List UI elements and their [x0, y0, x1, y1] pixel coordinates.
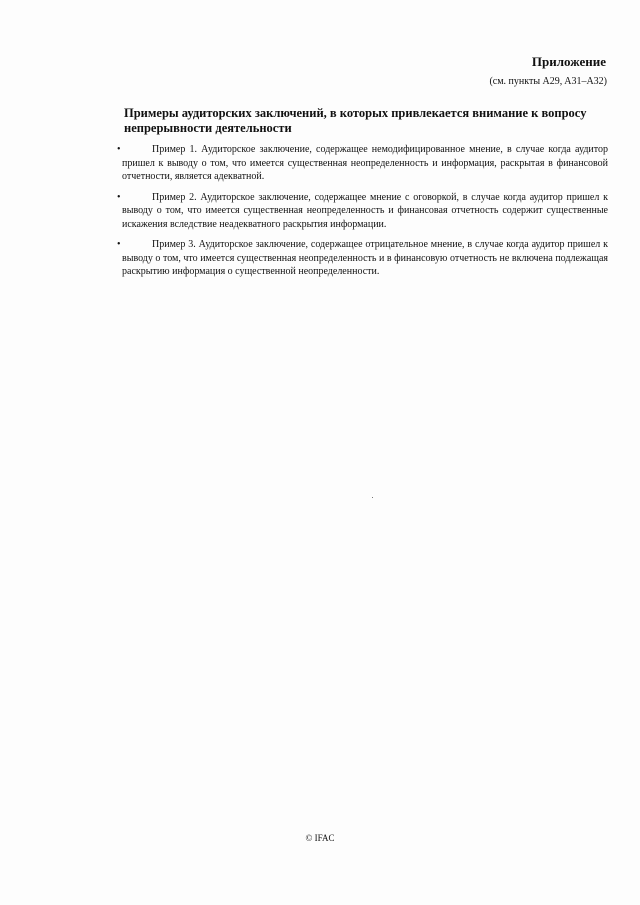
bullet-icon: • [117, 191, 121, 203]
copyright-footer: © IFAC [305, 833, 335, 843]
list-item [117, 238, 608, 279]
list-item [117, 143, 608, 184]
list-item [117, 191, 608, 232]
example-text: Пример 3. Аудиторское заключение, содержащее отрицательное мнение, в случае когда аудитор пришел к выводу о том, что имеется существенная неопределенность и в финансовую отчетность не включена подлежащая раскрытию информация о существенной неопределенности. [122, 239, 608, 277]
example-text: Пример 2. Аудиторское заключение, содержащее мнение с оговоркой, в случае когда аудитор пришел к выводу о том, что имеется существенная неопределенность и финансовая отчетность содержит существенные искажения вследствие неадекватного раскрытия информации. [122, 191, 608, 230]
scan-speck [372, 497, 373, 498]
examples-list [117, 143, 608, 286]
paragraph-reference: (см. пункты A29, A31–A32) [489, 76, 607, 87]
bullet-icon: • [117, 144, 121, 155]
section-title: Примеры аудиторских заключений, в которых привлекается внимание к вопросу непрерывности деятельности [124, 106, 587, 135]
example-text: Пример 1. Аудиторское заключение, содержащее немодифицированное мнение, в случае когда аудитор пришел к выводу о том, что имеется существенная неопределенность и информация, раскрытая в финансовой отчетности, является адекватной. [122, 144, 608, 182]
bullet-icon: • [117, 239, 121, 250]
appendix-title: Приложение [531, 54, 606, 69]
